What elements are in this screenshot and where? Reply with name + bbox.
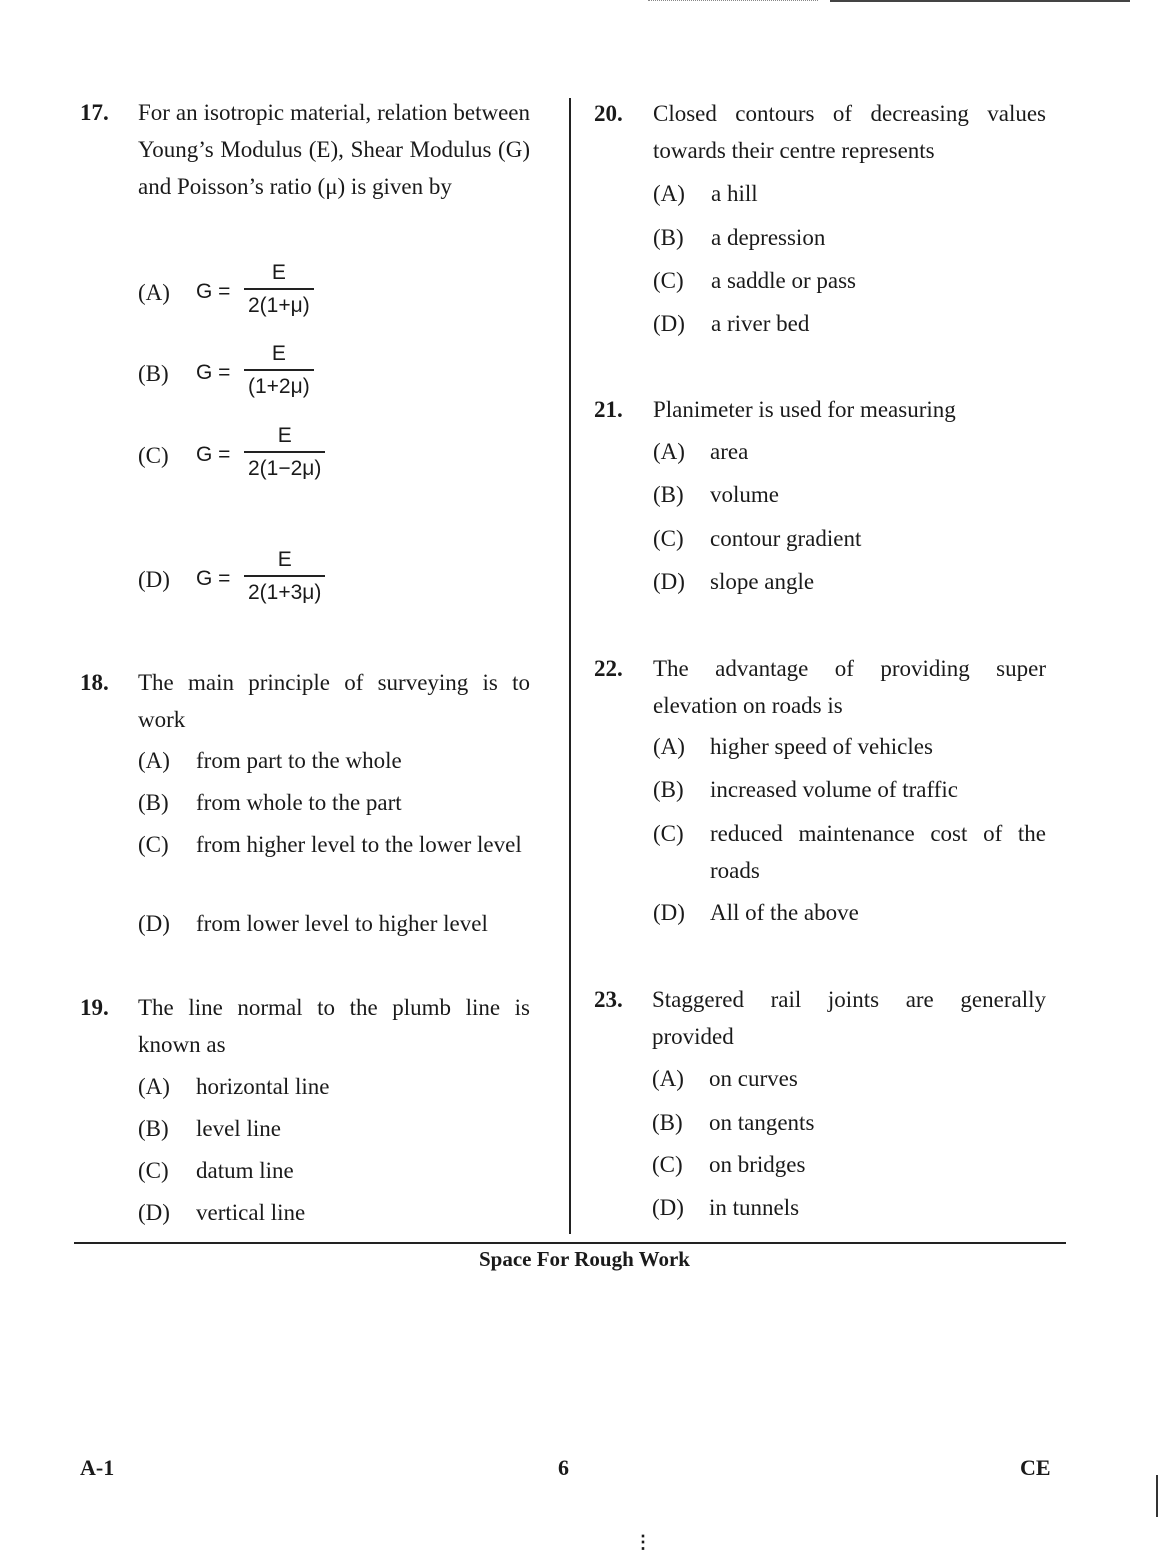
- option-label: (D): [138, 911, 170, 936]
- option-text: from whole to the part: [196, 790, 402, 815]
- question-text: Staggered rail joints are generally provided: [652, 987, 1046, 1049]
- option-text: higher speed of vehicles: [710, 734, 933, 759]
- option-text: vertical line: [196, 1200, 306, 1225]
- bottom-rule: [74, 1242, 1066, 1244]
- option-text: from lower level to higher level: [196, 911, 488, 936]
- question-20: [594, 95, 1046, 175]
- option-text: area: [710, 439, 749, 464]
- formula-fraction: [244, 258, 314, 322]
- option-text: a saddle or pass: [711, 268, 856, 293]
- option-label: (C): [138, 832, 169, 857]
- option-label: (D): [653, 569, 685, 594]
- option-17-a[interactable]: [138, 258, 398, 328]
- option-label: (B): [653, 225, 684, 250]
- option-18-c[interactable]: [138, 826, 530, 900]
- option-label: (B): [138, 790, 169, 815]
- question-23: [594, 981, 1046, 1061]
- option-label: (A): [652, 1066, 684, 1091]
- numerator: E: [271, 342, 286, 365]
- option-text: in tunnels: [709, 1195, 800, 1220]
- rough-work-label: Space For Rough Work: [478, 1247, 690, 1271]
- option-label: (C): [138, 1158, 169, 1183]
- formula-lhs: G =: [196, 567, 231, 590]
- formula-lhs: G =: [196, 280, 231, 303]
- scan-tick-mark: ⋮: [634, 1532, 652, 1552]
- option-17-c[interactable]: [138, 421, 398, 491]
- option-label: (B): [138, 1116, 169, 1141]
- option-text: level line: [196, 1116, 281, 1141]
- option-label: (C): [653, 526, 684, 551]
- option-text: on tangents: [709, 1110, 815, 1135]
- question-number: 22.: [594, 656, 623, 681]
- option-label: (D): [653, 311, 685, 336]
- option-text: from part to the whole: [196, 748, 402, 773]
- option-label: (B): [653, 777, 684, 802]
- denominator: (1+2μ): [248, 374, 310, 398]
- question-number: 17.: [80, 100, 109, 125]
- top-edge-dots: [648, 0, 818, 2]
- formula-fraction: [244, 421, 325, 485]
- option-text: slope angle: [710, 569, 815, 594]
- numerator: E: [277, 424, 292, 447]
- option-label: (A): [138, 280, 170, 305]
- option-label: (C): [653, 821, 684, 846]
- option-label: (A): [138, 748, 170, 773]
- option-label: (C): [653, 268, 684, 293]
- question-21: [594, 391, 1046, 431]
- question-text: For an isotropic material, relation between Young’s Modulus (E), Shear Modulus (G) and Poisson’s ratio (μ) is given by: [138, 100, 530, 199]
- question-number: 19.: [80, 995, 109, 1020]
- option-text: horizontal line: [196, 1074, 330, 1099]
- option-text: on bridges: [709, 1152, 806, 1177]
- question-22: [594, 650, 1046, 730]
- option-label: (A): [138, 1074, 170, 1099]
- top-edge-line: [830, 0, 1130, 2]
- numerator: E: [277, 548, 292, 571]
- footer-subject-code: CE: [1020, 1455, 1051, 1480]
- option-label: (C): [138, 443, 169, 468]
- denominator: 2(1+μ): [248, 293, 310, 317]
- question-number: 21.: [594, 397, 623, 422]
- question-19: [80, 989, 530, 1069]
- formula-lhs: G =: [196, 443, 231, 466]
- question-text: The advantage of providing super elevation on roads is: [653, 656, 1046, 718]
- formula-lhs: G =: [196, 361, 231, 384]
- option-label: (A): [653, 734, 685, 759]
- formula-fraction: [244, 545, 325, 609]
- option-17-d[interactable]: [138, 545, 398, 615]
- option-label: (B): [653, 482, 684, 507]
- option-text: increased volume of traffic: [710, 777, 958, 802]
- denominator: 2(1−2μ): [248, 456, 322, 480]
- option-label: (B): [138, 361, 169, 386]
- question-number: 18.: [80, 670, 109, 695]
- option-17-b[interactable]: [138, 339, 398, 409]
- option-text: volume: [710, 482, 779, 507]
- formula-fraction: [244, 339, 314, 403]
- option-label: (D): [138, 567, 170, 592]
- option-text: from higher level to the lower level: [196, 832, 522, 857]
- question-text: The main principle of surveying is to work: [138, 670, 530, 732]
- option-label: (D): [138, 1200, 170, 1225]
- footer-page-number: 6: [558, 1455, 569, 1480]
- edge-mark: [1156, 1475, 1158, 1517]
- option-text: a hill: [711, 181, 758, 206]
- option-text: reduced maintenance cost of the roads: [710, 821, 1046, 883]
- option-label: (D): [652, 1195, 684, 1220]
- option-text: on curves: [709, 1066, 798, 1091]
- question-text: Planimeter is used for measuring: [653, 397, 956, 422]
- question-text: Closed contours of decreasing values towards their centre represents: [653, 101, 1046, 163]
- question-text: The line normal to the plumb line is known as: [138, 995, 530, 1057]
- option-label: (C): [652, 1152, 683, 1177]
- option-text: a river bed: [711, 311, 810, 336]
- question-18: [80, 664, 530, 744]
- option-text: datum line: [196, 1158, 294, 1183]
- denominator: 2(1+3μ): [248, 580, 322, 604]
- option-text: a depression: [711, 225, 826, 250]
- footer-booklet-code: A-1: [80, 1455, 115, 1480]
- option-text: All of the above: [710, 900, 859, 925]
- option-text: contour gradient: [710, 526, 862, 551]
- option-label: (A): [653, 439, 685, 464]
- question-number: 23.: [594, 987, 623, 1012]
- option-label: (D): [653, 900, 685, 925]
- column-divider: [569, 98, 571, 1234]
- numerator: E: [271, 261, 286, 284]
- option-label: (B): [652, 1110, 683, 1135]
- question-number: 20.: [594, 101, 623, 126]
- option-label: (A): [653, 181, 685, 206]
- option-22-c[interactable]: [653, 815, 1046, 889]
